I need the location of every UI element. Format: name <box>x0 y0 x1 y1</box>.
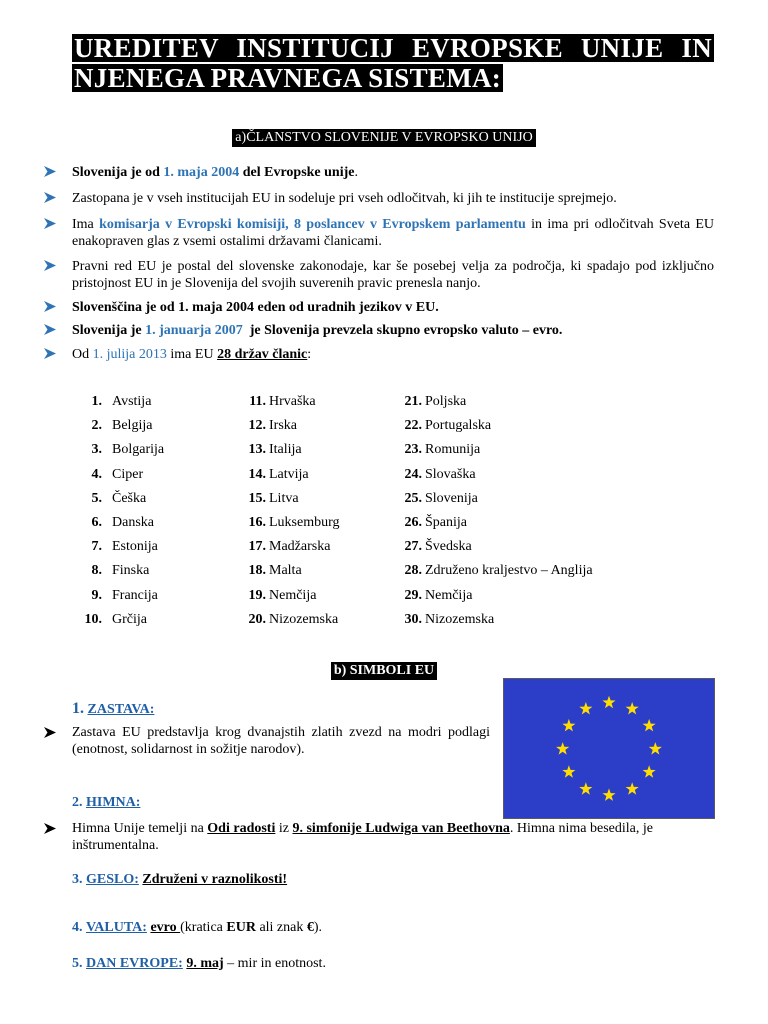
bullet-item <box>72 164 714 181</box>
flag-star <box>649 742 662 754</box>
symbol-europe-day-label: DAN EVROPE: <box>86 956 183 971</box>
country-item <box>84 416 164 440</box>
country-name: Portugalska <box>425 418 492 434</box>
country-number: 20. <box>248 611 266 627</box>
b2-text: Zastopana je v vseh institucijah EU in sodeluje pri vseh odločitvah, ki jih te institucije sprejmejo. <box>72 191 617 206</box>
bullet-item <box>72 190 714 207</box>
symbol-flag-description <box>72 724 490 758</box>
country-number: 2. <box>91 418 102 434</box>
country-number: 18. <box>248 563 266 579</box>
b3-text-1: Ima <box>72 217 100 232</box>
currency-code: EUR <box>226 920 256 935</box>
country-item <box>244 610 340 634</box>
country-item <box>400 416 593 440</box>
bullet-item <box>72 346 714 363</box>
country-item <box>244 513 340 537</box>
anthem-text-3: . Himna nima besedila, je inštrumentalna. <box>72 821 653 853</box>
b1-date: 1. maja 2004 <box>163 165 240 180</box>
symbol-currency-label: VALUTA: <box>86 920 147 935</box>
arrow-bullet-icon <box>44 192 56 203</box>
title-line-2: NJENEGA PRAVNEGA SISTEMA: <box>74 63 502 93</box>
section-a-prefix: a) <box>235 130 247 145</box>
country-name: Malta <box>269 563 302 579</box>
symbol-europe-day-row <box>72 955 326 972</box>
arrow-bullet-icon <box>44 348 56 359</box>
document-title <box>72 34 714 92</box>
country-number: 3. <box>91 442 102 458</box>
country-name: Španija <box>425 514 467 530</box>
flag-star <box>626 702 639 714</box>
country-name: Bolgarija <box>112 442 165 458</box>
anthem-text-1: Himna Unije temelji na <box>72 821 208 836</box>
bullet-item <box>72 322 714 339</box>
symbol-flag-heading <box>72 700 154 718</box>
country-name: Združeno kraljestvo – Anglija <box>425 563 593 579</box>
b6-text-1: Slovenija je <box>72 323 146 338</box>
section-b-label: b) SIMBOLI EU <box>331 662 437 680</box>
country-number: 16. <box>248 514 266 530</box>
country-name: Italija <box>269 442 302 458</box>
flag-star <box>579 782 592 794</box>
country-number: 5. <box>91 490 102 506</box>
b7-date: 1. julija 2013 <box>92 347 167 362</box>
symbol-motto-value: Združeni v raznolikosti! <box>142 872 288 887</box>
b6-text-2: je Slovenija prevzela skupno evropsko valuto – evro. <box>242 323 563 338</box>
country-name: Hrvaška <box>269 394 316 409</box>
symbol-anthem-label: HIMNA: <box>86 795 141 810</box>
country-number: 1. <box>91 394 102 409</box>
country-item <box>244 416 340 440</box>
eu-flag-image <box>503 678 715 819</box>
country-item <box>400 513 593 537</box>
country-name: Estonija <box>112 539 158 555</box>
country-item <box>400 440 593 464</box>
symbol-flag-label: ZASTAVA: <box>87 702 155 717</box>
b7-count: 28 držav članic <box>217 347 308 362</box>
country-name: Poljska <box>425 394 467 409</box>
arrow-bullet-icon <box>44 218 56 229</box>
country-number: 24. <box>404 466 422 482</box>
country-number: 15. <box>248 490 266 506</box>
country-name: Nemčija <box>425 587 473 603</box>
b3-text-2: in ima pri odločitvah Sveta EU enakopraven glas z vsemi ostalimi državami članicami. <box>72 217 715 249</box>
country-item <box>84 537 164 561</box>
country-name: Francija <box>112 587 158 603</box>
country-name: Avstija <box>112 394 152 409</box>
country-item <box>400 465 593 489</box>
country-name: Ciper <box>112 466 144 482</box>
country-name: Finska <box>112 563 150 579</box>
country-item <box>400 392 593 416</box>
country-item <box>84 586 164 610</box>
country-name: Madžarska <box>269 539 331 555</box>
flag-star <box>556 742 569 754</box>
country-name: Švedska <box>425 539 472 555</box>
country-number: 21. <box>404 394 422 409</box>
country-name: Luksemburg <box>269 514 340 530</box>
country-number: 17. <box>248 539 266 555</box>
country-number: 10. <box>84 611 102 627</box>
country-number: 8. <box>91 563 102 579</box>
country-item <box>244 537 340 561</box>
anthem-text-2: iz <box>275 821 293 836</box>
country-name: Grčija <box>112 611 147 627</box>
b5-text: Slovenščina je od 1. maja 2004 eden od uradnih jezikov v EU. <box>72 300 439 315</box>
country-name: Nizozemska <box>425 611 495 627</box>
currency-text-2: ali znak <box>255 920 307 935</box>
country-name: Češka <box>112 490 147 506</box>
country-name: Nemčija <box>269 587 317 603</box>
symbol-anthem-heading <box>72 794 140 811</box>
arrow-bullet-icon <box>44 727 56 738</box>
symbol-anthem-number: 2. <box>72 795 83 810</box>
bullet-item <box>72 258 714 292</box>
flag-star <box>562 719 575 731</box>
b7-text-2: ima EU <box>166 347 218 362</box>
country-item <box>244 392 340 416</box>
country-name: Slovaška <box>425 466 476 482</box>
country-item <box>84 489 164 513</box>
bullet-item <box>72 216 714 250</box>
countries-column-1 <box>84 392 164 634</box>
country-item <box>84 465 164 489</box>
symbol-anthem-description <box>72 820 714 854</box>
b7-text-3: : <box>307 347 312 362</box>
country-name: Litva <box>269 490 299 506</box>
section-a-label: ČLANSTVO SLOVENIJE V EVROPSKO UNIJO <box>246 130 533 145</box>
anthem-symphony: 9. simfonije Ludwiga van Beethovna <box>292 821 510 836</box>
country-item <box>244 561 340 585</box>
arrow-bullet-icon <box>44 324 56 335</box>
country-item <box>84 561 164 585</box>
country-number: 13. <box>248 442 266 458</box>
b7-text-1: Od <box>72 347 93 362</box>
country-name: Irska <box>269 418 297 434</box>
b3-highlight: komisarja v Evropski komisiji, 8 poslancev v Evropskem parlamentu <box>99 217 526 232</box>
symbol-motto-number: 3. <box>72 872 83 887</box>
b1-text-3: . <box>354 165 358 180</box>
country-name: Romunija <box>425 442 481 458</box>
symbol-motto-label: GESLO: <box>86 872 139 887</box>
currency-text-1: (kratica <box>180 920 227 935</box>
flag-star <box>579 702 592 714</box>
symbol-europe-day-number: 5. <box>72 956 83 971</box>
currency-euro: evro <box>150 920 181 935</box>
country-number: 22. <box>404 418 422 434</box>
country-number: 29. <box>404 587 422 603</box>
country-name: Latvija <box>269 466 309 482</box>
country-item <box>84 610 164 634</box>
symbol-motto-row <box>72 871 287 888</box>
title-line-1: UREDITEV INSTITUCIJ EVROPSKE UNIJE IN <box>74 33 712 63</box>
flag-star <box>643 765 656 777</box>
country-number: 25. <box>404 490 422 506</box>
b6-date: 1. januarja 2007 <box>145 323 243 338</box>
country-item <box>84 440 164 464</box>
country-item <box>244 440 340 464</box>
country-item <box>84 513 164 537</box>
country-number: 4. <box>91 466 102 482</box>
b4-text: Pravni red EU je postal del slovenske zakonodaje, kar še posebej velja za področja, ki spadajo pod izključno pristojnost EU in je Slovenija del svojih suverenih pravic prenesla nanjo. <box>72 259 714 291</box>
bullet-item <box>72 299 714 316</box>
country-item <box>244 586 340 610</box>
currency-text-3: ). <box>313 920 323 935</box>
country-item <box>244 489 340 513</box>
section-a-heading <box>0 129 768 147</box>
country-number: 19. <box>248 587 266 603</box>
country-number: 9. <box>91 587 102 603</box>
flag-star <box>602 788 615 800</box>
flag-star <box>602 696 615 708</box>
country-item <box>400 561 593 585</box>
arrow-bullet-icon <box>44 301 56 312</box>
country-number: 27. <box>404 539 422 555</box>
anthem-ode: Odi radosti <box>207 821 276 836</box>
b1-text-2: del Evropske unije <box>239 165 355 180</box>
country-number: 28. <box>404 563 422 579</box>
arrow-bullet-icon <box>44 166 56 177</box>
country-name: Slovenija <box>425 490 478 506</box>
currency-sign: € <box>306 920 314 935</box>
country-number: 26. <box>404 514 422 530</box>
symbol-flag-text: Zastava EU predstavlja krog dvanajstih zlatih zvezd na modri podlagi (enotnost, solidarnost in sožitje narodov). <box>72 725 490 757</box>
flag-star <box>643 719 656 731</box>
country-name: Danska <box>112 514 154 530</box>
country-number: 23. <box>404 442 422 458</box>
country-item <box>400 489 593 513</box>
country-number: 30. <box>404 611 422 627</box>
symbol-currency-row <box>72 919 322 936</box>
arrow-bullet-icon <box>44 260 56 271</box>
flag-star <box>626 782 639 794</box>
country-number: 14. <box>248 466 266 482</box>
flag-star <box>562 765 575 777</box>
country-number: 6. <box>91 514 102 530</box>
europe-day-date: 9. maj <box>186 956 224 971</box>
country-item <box>244 465 340 489</box>
country-name: Nizozemska <box>269 611 339 627</box>
country-item <box>400 610 593 634</box>
arrow-bullet-icon <box>44 823 56 834</box>
eu-flag-stars <box>504 679 714 818</box>
symbol-flag-number: 1. <box>72 700 84 717</box>
country-number: 11. <box>249 394 266 409</box>
symbol-currency-number: 4. <box>72 920 83 935</box>
country-name: Belgija <box>112 418 153 434</box>
country-number: 7. <box>91 539 102 555</box>
europe-day-text: – mir in enotnost. <box>223 956 326 971</box>
b1-text-1: Slovenija je od <box>72 165 164 180</box>
country-item <box>84 392 164 416</box>
country-item <box>400 586 593 610</box>
country-number: 12. <box>248 418 266 434</box>
country-item <box>400 537 593 561</box>
countries-column-3 <box>400 392 593 634</box>
countries-column-2 <box>244 392 340 634</box>
